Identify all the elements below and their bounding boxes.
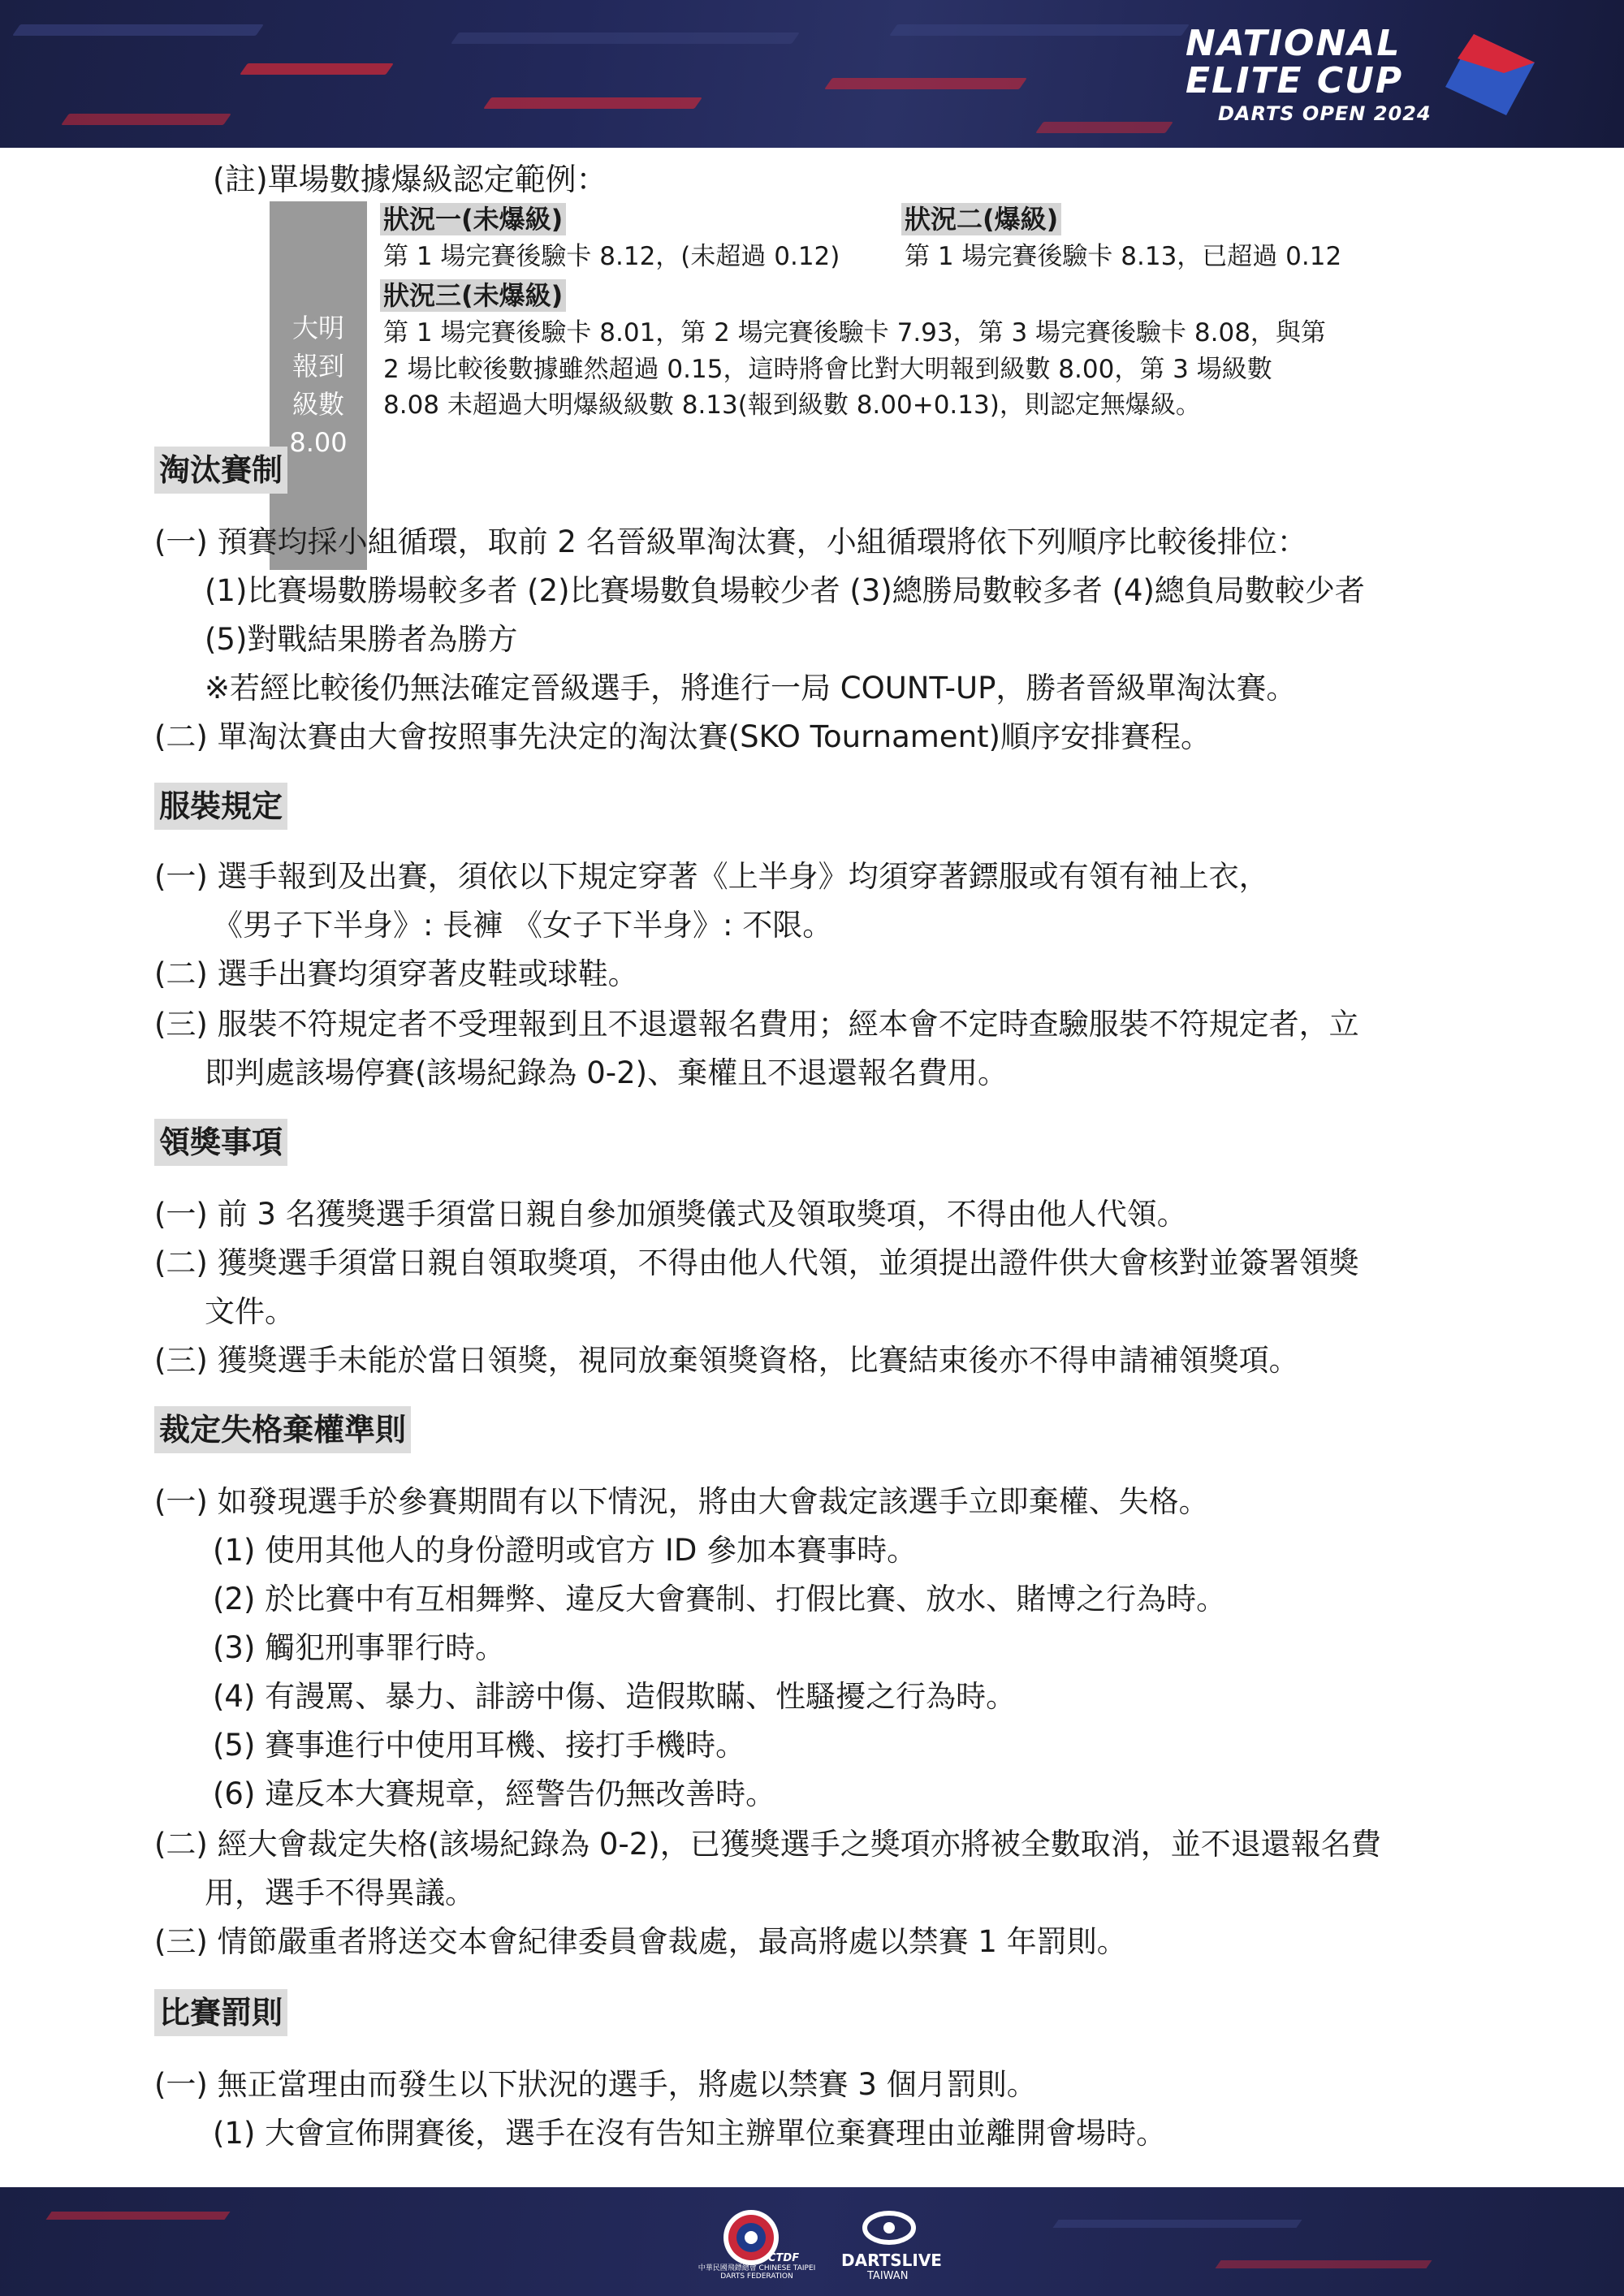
- dress-line: 即判處該場停賽(該場紀錄為 0-2)、棄權且不退還報名費用。: [205, 1055, 1009, 1090]
- disqualification-line: (二) 經大會裁定失格(該場紀錄為 0-2)，已獲獎選手之獎項亦將被全數取消，並不退還報名費: [154, 1827, 1381, 1862]
- dress-line: (三) 服裝不符規定者不受理報到且不退還報名費用；經本會不定時查驗服裝不符規定者，立: [154, 1007, 1359, 1042]
- case3-line: 第 1 場完賽後驗卡 8.01，第 2 場完賽後驗卡 7.93，第 3 場完賽後驗卡 8.08，與第: [383, 318, 1326, 347]
- case2-label: 狀況二(爆級): [901, 203, 1061, 235]
- penalties-line: (一) 無正當理由而發生以下狀況的選手，將處以禁賽 3 個月罰則。: [154, 2067, 1037, 2102]
- case1-label: 狀況一(未爆級): [380, 203, 566, 235]
- heading-awards: 領獎事項: [154, 1119, 287, 1166]
- example-box-line: 級數: [292, 389, 344, 420]
- heading-penalties: 比賽罰則: [154, 1989, 287, 2036]
- elimination-line: ※若經比較後仍無法確定晉級選手，將進行一局 COUNT-UP，勝者晉級單淘汰賽。: [205, 671, 1297, 706]
- awards-line: (一) 前 3 名獲獎選手須當日親自參加頒獎儀式及領取獎項，不得由他人代領。: [154, 1197, 1187, 1232]
- disqualification-line: (6) 違反本大賽規章，經警告仍無改善時。: [213, 1776, 776, 1811]
- national-elite-cup-logo: [1186, 23, 1535, 128]
- logo-title-line2: ELITE CUP: [1186, 60, 1404, 101]
- awards-line: 文件。: [205, 1294, 295, 1329]
- disqualification-line: (1) 使用其他人的身份證明或官方 ID 參加本賽事時。: [213, 1533, 918, 1568]
- disqualification-line: (三) 情節嚴重者將送交本會紀律委員會裁處，最高將處以禁賽 1 年罰則。: [154, 1924, 1127, 1959]
- example-reference-box: [270, 201, 367, 570]
- elimination-line: (一) 預賽均採小組循環，取前 2 名晉級單淘汰賽，小組循環將依下列順序比較後排位：: [154, 524, 1307, 559]
- disqualification-line: (5) 賽事進行中使用耳機、接打手機時。: [213, 1728, 746, 1763]
- heading-dress-code: 服裝規定: [154, 783, 287, 830]
- awards-line: (三) 獲獎選手未能於當日領獎，視同放棄領獎資格，比賽結束後亦不得申請補領獎項。: [154, 1343, 1299, 1378]
- disqualification-line: (4) 有謾罵、暴力、誹謗中傷、造假欺瞞、性騷擾之行為時。: [213, 1679, 1017, 1714]
- dress-line: (二) 選手出賽均須穿著皮鞋或球鞋。: [154, 956, 638, 991]
- dress-line: (一) 選手報到及出賽，須依以下規定穿著《上半身》均須穿著鏢服或有領有袖上衣，: [154, 859, 1269, 894]
- logo-subtitle: DARTS OPEN 2024: [1218, 102, 1432, 125]
- case3-line: 8.08 未超過大明爆級級數 8.13(報到級數 8.00+0.13)，則認定無爆級。: [383, 391, 1201, 420]
- case3-label: 狀況三(未爆級): [380, 279, 566, 312]
- elimination-line: (二) 單淘汰賽由大會按照事先決定的淘汰賽(SKO Tournament)順序安排賽程。: [154, 719, 1211, 754]
- elimination-line: (5)對戰結果勝者為勝方: [205, 622, 518, 657]
- disqualification-line: 用，選手不得異議。: [205, 1875, 475, 1910]
- awards-line: (二) 獲獎選手須當日親自領取獎項，不得由他人代領，並須提出證件供大會核對並簽署領獎: [154, 1245, 1359, 1280]
- ctdf-name: 中華民國飛鏢總會 CHINESE TAIPEI DARTS FEDERATION: [698, 2264, 816, 2281]
- heading-disqualification: 裁定失格棄權準則: [154, 1406, 411, 1453]
- example-box-line: 8.00: [289, 427, 348, 458]
- note-title: (註)單場數據爆級認定範例：: [213, 162, 607, 197]
- case2-text: 第 1 場完賽後驗卡 8.13，已超過 0.12: [905, 242, 1342, 271]
- disqualification-line: (一) 如發現選手於參賽期間有以下情況，將由大會裁定該選手立即棄權、失格。: [154, 1484, 1209, 1519]
- elimination-line: (1)比賽場數勝場較多者 (2)比賽場數負場較少者 (3)總勝局數較多者 (4)總負局數較少者: [205, 573, 1365, 608]
- dartslive-name: DARTSLIVE: [841, 2251, 942, 2270]
- dartslive-logo-icon: [861, 2207, 918, 2247]
- diamond-emblem-icon: [1445, 34, 1535, 115]
- example-box-line: 大明: [292, 313, 344, 343]
- dress-line: 《男子下半身》: 長褲 《女子下半身》: 不限。: [213, 908, 833, 943]
- logo-title-line1: NATIONAL: [1186, 23, 1402, 64]
- penalties-line: (1) 大會宣佈開賽後，選手在沒有告知主辦單位棄賽理由並離開會場時。: [213, 2116, 1167, 2151]
- footer-banner: [0, 2187, 1624, 2296]
- case1-text: 第 1 場完賽後驗卡 8.12，(未超過 0.12): [383, 242, 840, 271]
- case3-line: 2 場比較後數據雖然超過 0.15，這時將會比對大明報到級數 8.00，第 3 場級數: [383, 355, 1272, 384]
- header-banner: [0, 0, 1624, 148]
- disqualification-line: (3) 觸犯刑事罪行時。: [213, 1630, 506, 1665]
- ctdf-abbreviation: CTDF: [768, 2252, 800, 2264]
- example-box-line: 報到: [292, 351, 344, 382]
- dartslive-region: TAIWAN: [867, 2270, 909, 2282]
- disqualification-line: (2) 於比賽中有互相舞弊、違反大會賽制、打假比賽、放水、賭博之行為時。: [213, 1582, 1227, 1616]
- heading-elimination: 淘汰賽制: [154, 447, 287, 494]
